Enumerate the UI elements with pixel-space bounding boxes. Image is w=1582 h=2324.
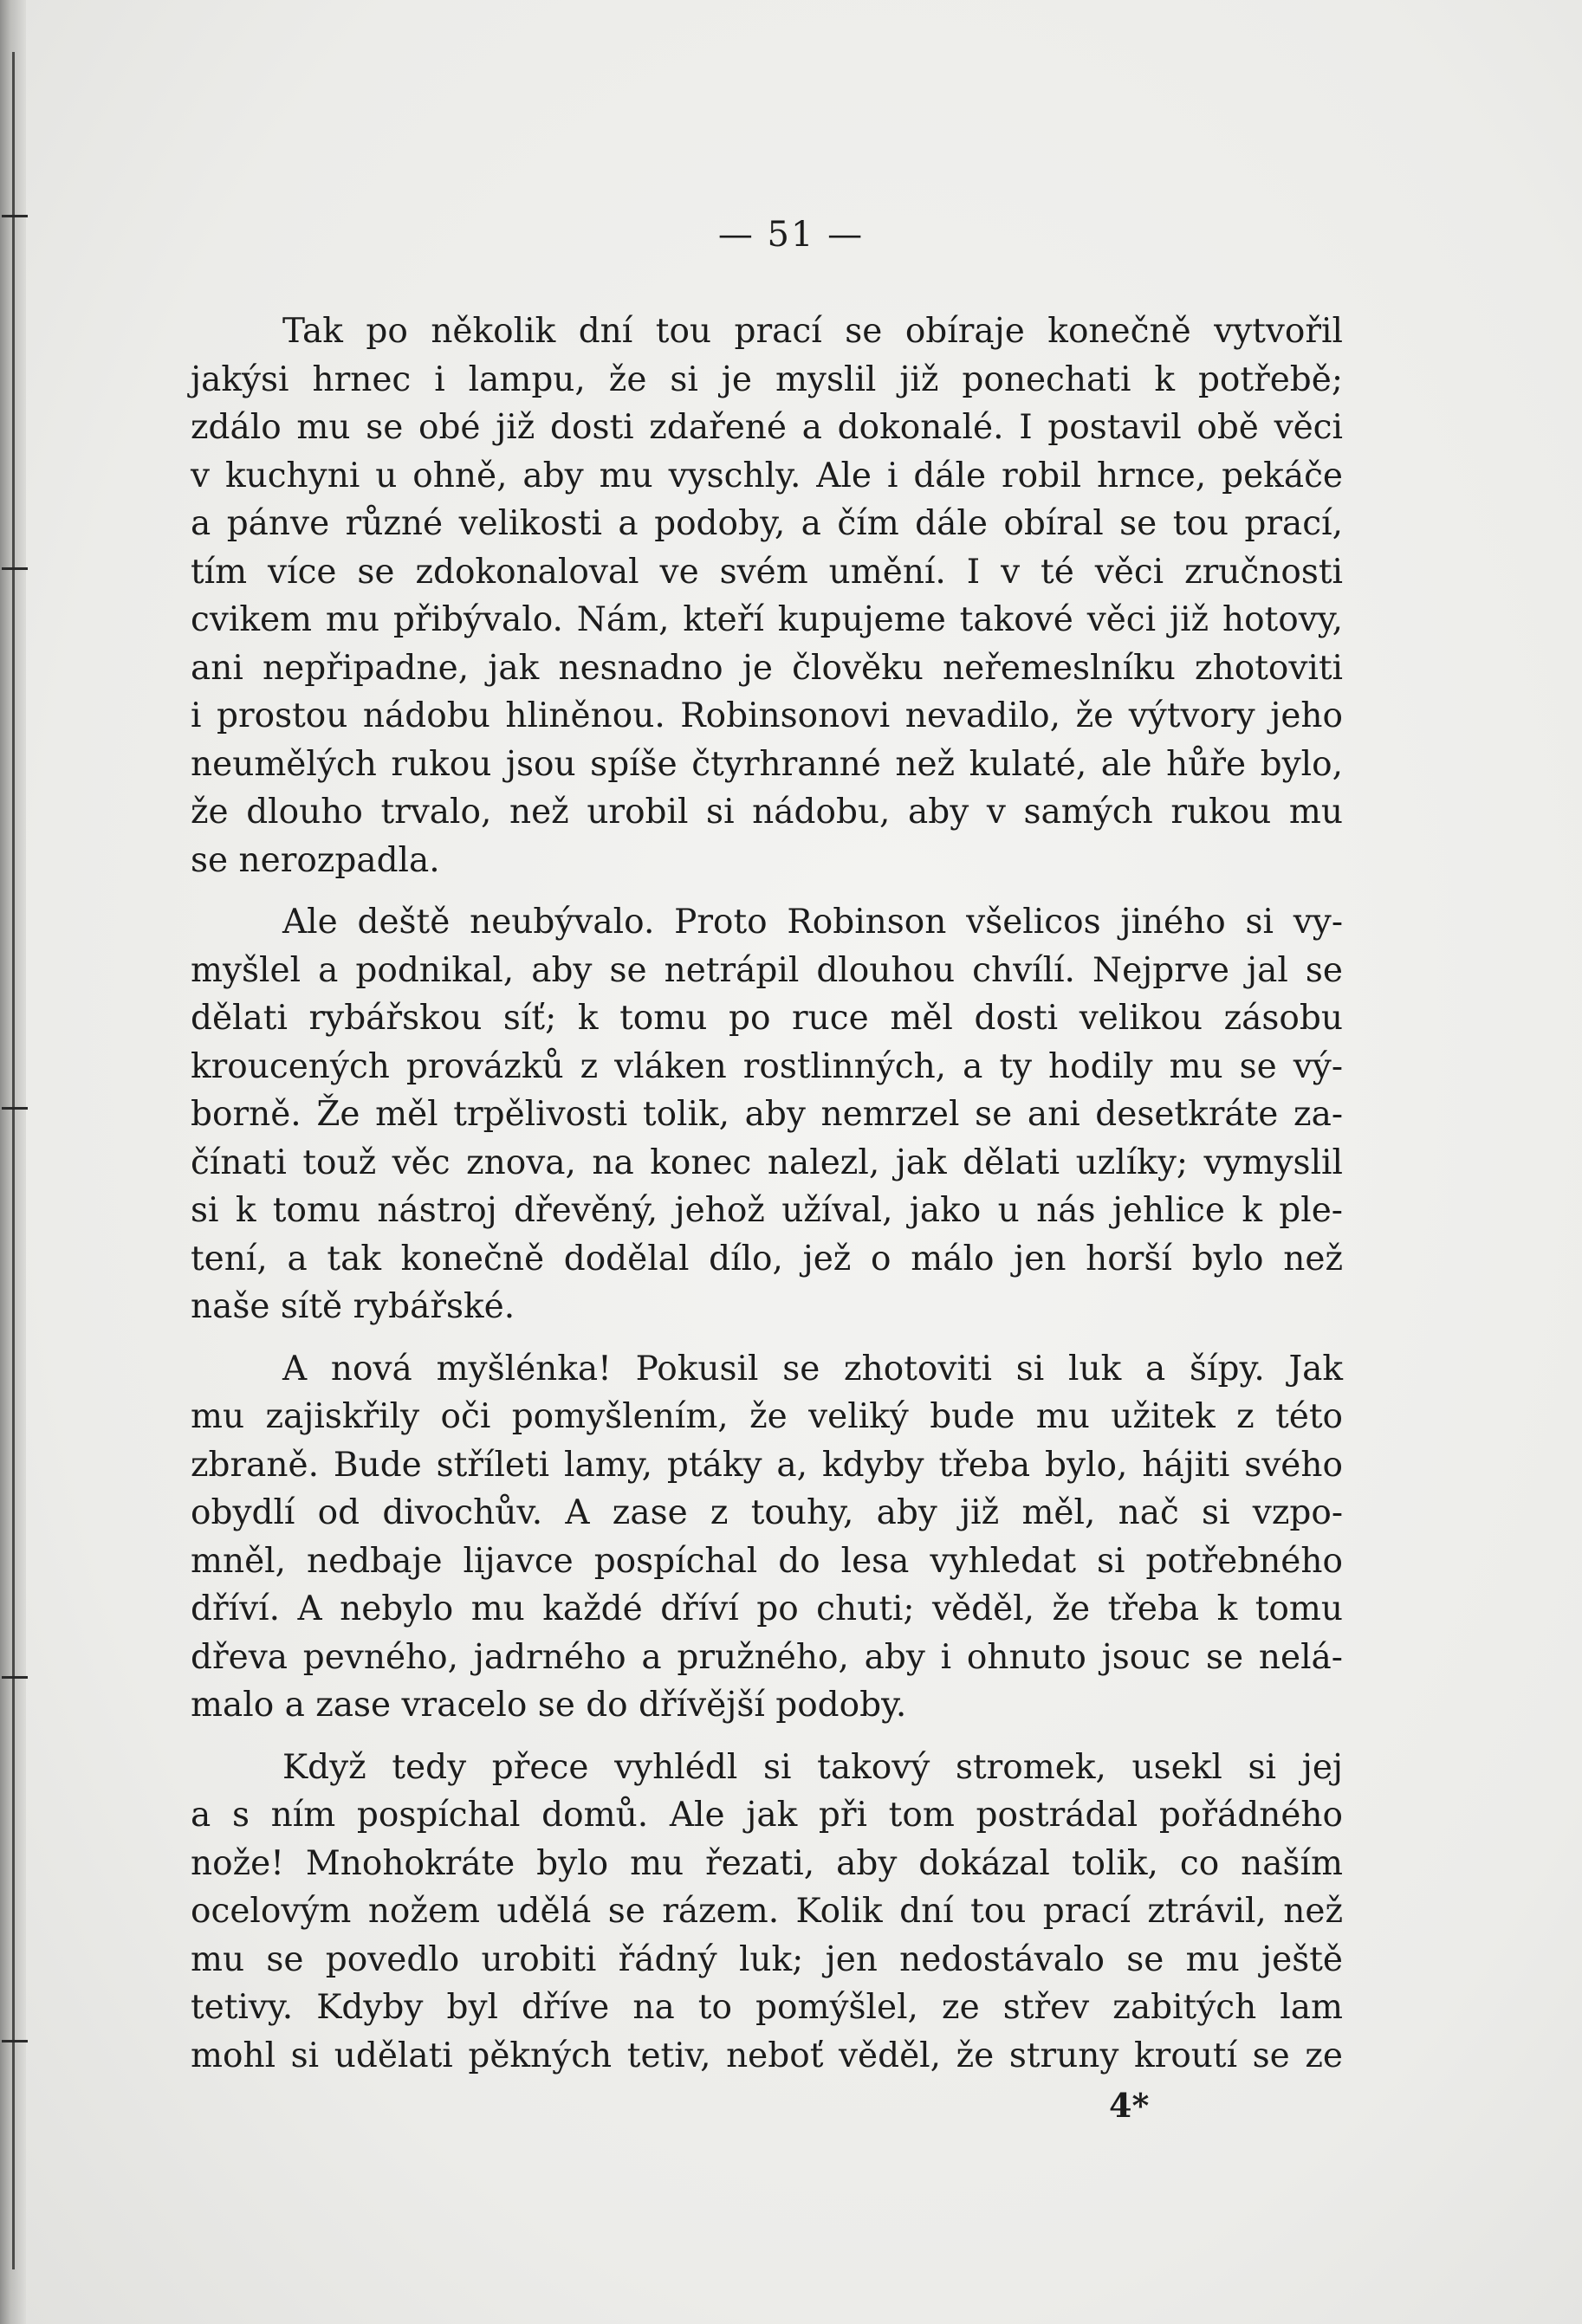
text-line: Tak po několik dní tou prací se obíraje konečně vytvořil xyxy=(282,312,1343,351)
text-line: cvikem mu přibývalo. Nám, kteří kupujeme takové věci již hotovy, xyxy=(191,600,1343,639)
text-line: a pánve různé velikosti a podoby, a čím dále obíral se tou prací, xyxy=(191,504,1343,543)
text-line: ani nepřipadne, jak nesnadno je člověku neřemeslníku zhotoviti xyxy=(191,648,1343,688)
text-line: jakýsi hrnec i lampu, že si je myslil již ponechati k potřebě; xyxy=(191,359,1343,399)
text-line: zdálo mu se obé již dosti zdařené a dokonalé. I postavil obě věci xyxy=(191,408,1343,447)
text-line: dříví. A nebylo mu každé dříví po chuti; věděl, že třeba k tomu xyxy=(191,1589,1343,1628)
margin-tick xyxy=(2,1676,28,1679)
paragraph xyxy=(191,1345,1343,1730)
text-line: naše sítě rybářské. xyxy=(191,1287,515,1326)
margin-tick xyxy=(2,2040,28,2042)
text-line: tím více se zdokonaloval ve svém umění. I v té věci zručnosti xyxy=(191,552,1343,592)
text-line: neumělých rukou jsou spíše čtyrhranné než kulaté, ale hůře bylo, xyxy=(191,744,1343,784)
margin-tick xyxy=(2,567,28,570)
body-text xyxy=(191,307,1343,2080)
text-line: dřeva pevného, jadrného a pružného, aby i ohnuto jsouc se nelá- xyxy=(191,1637,1343,1677)
paragraph-gap xyxy=(191,1730,1343,1744)
text-line: borně. Že měl trpělivosti tolik, aby nemrzel se ani desetkráte za- xyxy=(191,1095,1343,1134)
text-line: A nová myšlénka! Pokusil se zhotoviti si luk a šípy. Jak xyxy=(282,1349,1343,1389)
paragraph-gap xyxy=(191,1331,1343,1345)
text-line: ocelovým nožem udělá se rázem. Kolik dní tou prací ztrávil, než xyxy=(191,1892,1343,1931)
text-line: myšlel a podnikal, aby se netrápil dlouhou chvílí. Nejprve jal se xyxy=(191,950,1343,990)
text-line: a s ním pospíchal domů. Ale jak při tom postrádal pořádného xyxy=(191,1796,1343,1835)
paragraph xyxy=(191,898,1343,1331)
text-line: tetivy. Kdyby byl dříve na to pomýšlel, ze střev zabitých lam xyxy=(191,1988,1343,2027)
text-line: i prostou nádobu hliněnou. Robinsonovi nevadilo, že výtvory jeho xyxy=(191,696,1343,735)
text-line: mohl si udělati pěkných tetiv, neboť věděl, že struny kroutí se ze xyxy=(191,2036,1343,2075)
text-line: že dlouho trvalo, než urobil si nádobu, aby v samých rukou mu xyxy=(191,793,1343,832)
text-line: kroucených provázků z vláken rostlinných, a ty hodily mu se vý- xyxy=(191,1046,1343,1086)
text-line: Když tedy přece vyhlédl si takový stromek, usekl si jej xyxy=(282,1747,1343,1787)
text-line: mu se povedlo urobiti řádný luk; jen nedostávalo se mu ještě xyxy=(191,1939,1343,1979)
paragraph xyxy=(191,307,1343,884)
text-line: tení, a tak konečně dodělal dílo, jež o málo jen horší bylo než xyxy=(191,1239,1343,1279)
margin-tick xyxy=(2,1107,28,1110)
text-line: mu zajiskřily oči pomyšlením, že veliký bude mu užitek z této xyxy=(191,1397,1343,1436)
paragraph xyxy=(191,1744,1343,2081)
text-line: dělati rybářskou síť; k tomu po ruce měl dosti velikou zásobu xyxy=(191,999,1343,1038)
text-line: mněl, nedbaje lijavce pospíchal do lesa vyhledat si potřebného xyxy=(191,1541,1343,1581)
text-line: Ale deště neubývalo. Proto Robinson všelicos jiného si vy- xyxy=(282,903,1343,942)
text-line: nože! Mnohokráte bylo mu řezati, aby dokázal tolik, co naším xyxy=(191,1843,1343,1883)
signature-mark: 4* xyxy=(1109,2086,1150,2125)
text-line: si k tomu nástroj dřevěný, jehož užíval, jako u nás jehlice k ple- xyxy=(191,1191,1343,1230)
text-line: obydlí od divochův. A zase z touhy, aby již měl, nač si vzpo- xyxy=(191,1493,1343,1532)
binding-line xyxy=(12,52,15,2269)
text-line: se nerozpadla. xyxy=(191,840,440,880)
paragraph-gap xyxy=(191,884,1343,898)
text-line: zbraně. Bude střílеti lamy, ptáky a, kdyby třeba bylo, hájiti svého xyxy=(191,1445,1343,1485)
text-line: v kuchyni u ohně, aby mu vyschly. Ale i dále robil hrnce, pekáče xyxy=(191,456,1343,495)
text-line: čínati touž věc znova, na konec nalezl, jak dělati uzlíky; vymyslil xyxy=(191,1143,1343,1182)
text-line: malo a zase vracelo se do dřívější podoby. xyxy=(191,1686,907,1725)
page-number: — 51 — xyxy=(717,215,865,255)
